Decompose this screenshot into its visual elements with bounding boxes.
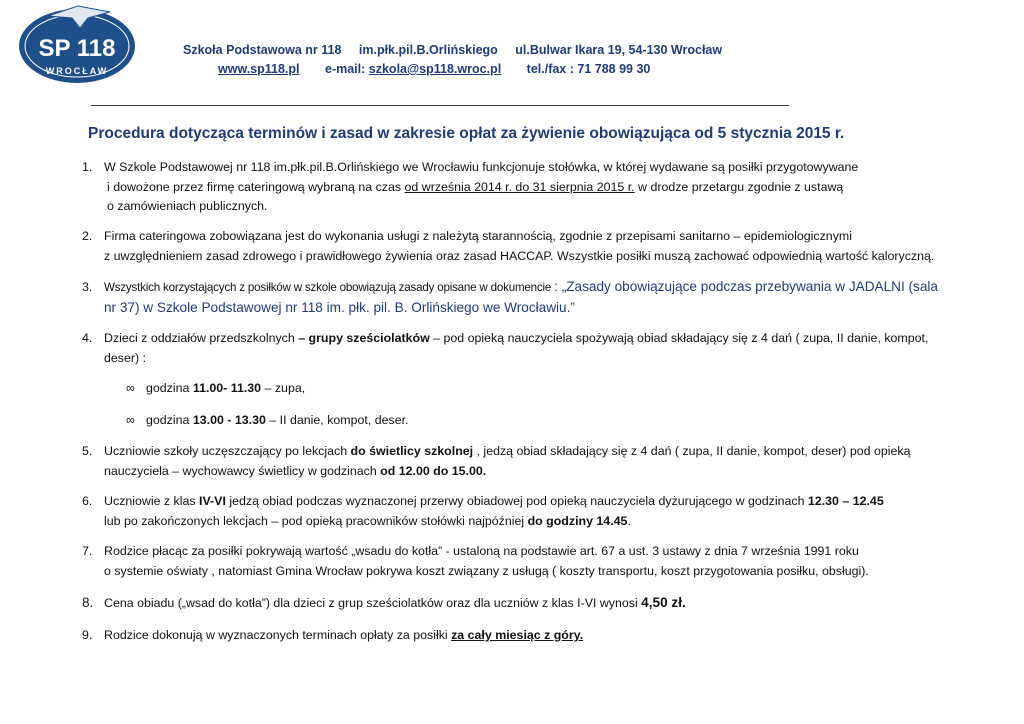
bullet-text: godzina [146,413,193,427]
infinity-bullet-icon: ∞ [126,381,135,395]
item-emphasis: – grupy sześciolatków [298,331,430,345]
item-text: Uczniowie szkoły uczęszczający po lekcjach [104,444,351,458]
logo-city-text: WROCŁAW [45,66,109,76]
bullet-text: – II danie, kompot, deser. [265,413,409,427]
item-emphasis: za cały miesiąc z góry. [451,628,584,642]
item-text: W Szkole Podstawowej nr 118 im.płk.pil.B.Orlińskiego we Wrocławiu funkcjonuje stołówka, w której wydawane są posiłki przygotowywane [104,160,859,174]
item-text: deser) : [104,350,147,365]
list-item-9 [82,626,583,646]
item-text: Wszystkich korzystających z posiłków w szkole obowiązują zasady opisane w dokumencie [104,281,555,294]
bullet-time: 13.00 - 13.30 [192,413,266,427]
item-text: o systemie oświaty , natomiast Gmina Wrocław pokrywa koszt związany z usługą ( koszty transportu, koszt przygotowania posiłku, obsługi). [104,563,869,578]
document-reference: : „Zasady obowiązujące podczas przebywania w JADALNI (sala [554,279,938,294]
item-text: Rodzice dokonują w wyznaczonych terminach opłaty za posiłki [104,628,452,642]
bullet-text: godzina [146,381,193,395]
email-link[interactable]: szkola@sp118.wroc.pl [368,62,502,76]
item-emphasis: do świetlicy szkolnej [350,444,474,458]
schedule-bullet-2 [126,413,408,427]
bullet-time: 11.00- 11.30 [192,381,262,395]
item-text: nauczyciela – wychowawcy świetlicy w godzinach [104,463,381,478]
schedule-bullet-1 [126,381,305,395]
item-period: od września 2014 r. do 31 sierpnia 2015 r. [404,179,635,194]
item-number: 7. [82,544,93,558]
item-text: o zamówieniach publicznych. [107,199,268,213]
item-text: – pod opieką nauczyciela spożywają obiad składający się z 4 dań ( zupa, II danie, kompot, [429,331,929,345]
list-item-7 [82,542,869,581]
item-text: Cena obiadu („wsad do kotła”) dla dzieci z grup sześciolatków oraz dla uczniów z klas I-VI wynosi [104,596,642,610]
item-number: 1. [82,160,93,174]
document-title: Procedura dotycząca terminów i zasad w zakresie opłat za żywienie obowiązująca od 5 stycznia 2015 r. [88,125,845,142]
item-text: Rodzice płacąc za posiłki pokrywają wartość „wsadu do kotła” - ustaloną na podstawie art. 67 a ust. 3 ustawy z dnia 7 września 1991 roku [104,544,859,558]
school-header [183,43,736,57]
infinity-bullet-icon: ∞ [126,413,135,427]
list-item-3 [82,277,938,318]
item-text: , jedzą obiad składający się z 4 dań ( zupa, II danie, kompot, deser) pod opieką [473,444,911,458]
item-number: 2. [82,229,93,243]
item-text: z uwzględnieniem zasad zdrowego i prawidłowego żywienia oraz zasad HACCAP. Wszystkie posiłki muszą zachować odpowiednią wartość kaloryczną. [104,248,935,263]
school-logo [18,2,136,84]
list-item-6 [82,492,884,531]
item-number: 4. [82,331,93,345]
item-emphasis: IV-VI [199,494,226,508]
item-number: 8. [82,595,94,610]
list-item-8 [82,593,686,614]
item-text: Firma cateringowa zobowiązana jest do wykonania usługi z należytą starannością, zgodnie z przepisami sanitarno – epidemiologicznymi [104,229,852,243]
list-item-1 [82,158,858,217]
item-text: w drodze przetargu zgodnie z ustawą [634,179,844,194]
website-link[interactable]: www.sp118.pl [218,62,300,76]
school-name: Szkoła Podstawowa nr 118 [183,43,342,57]
item-text: . [627,513,631,528]
item-text: Uczniowie z klas [104,494,200,508]
item-emphasis: od 12.00 do 15.00. [380,463,487,478]
list-item-5 [82,442,911,481]
item-number: 6. [82,494,93,508]
document-reference: nr 37) w Szkole Podstawowej nr 118 im. płk. pil. B. Orlińskiego we Wrocławiu.” [104,299,575,315]
item-emphasis: 12.30 – 12.45 [807,494,884,508]
item-text: lub po zakończonych lekcjach – pod opieką pracowników stołówki najpóźniej [104,513,528,528]
phone-fax: tel./fax : 71 788 99 30 [526,62,651,76]
item-text: i dowożone przez firmę cateringową wybraną na czas [107,179,405,194]
list-item-2 [82,227,934,266]
item-number: 3. [82,280,93,294]
header-divider [91,105,789,106]
item-price: 4,50 zł. [641,595,686,610]
item-emphasis: do godziny 14.45 [527,513,628,528]
item-number: 9. [82,628,93,642]
item-number: 5. [82,444,93,458]
item-text: Dzieci z oddziałów przedszkolnych [104,331,299,345]
school-address: ul.Bulwar Ikara 19, 54-130 Wrocław [515,43,723,57]
school-patron: im.płk.pil.B.Orlińskiego [358,43,498,57]
email-label: e-mail: [325,62,366,76]
logo-main-text: SP 118 [38,35,116,62]
item-text: jedzą obiad podczas wyznaczonej przerwy obiadowej pod opieką nauczyciela dyżurującego w godzinach [225,494,808,508]
school-contact [218,62,650,76]
list-item-4 [82,329,928,368]
bullet-text: – zupa, [261,381,306,395]
